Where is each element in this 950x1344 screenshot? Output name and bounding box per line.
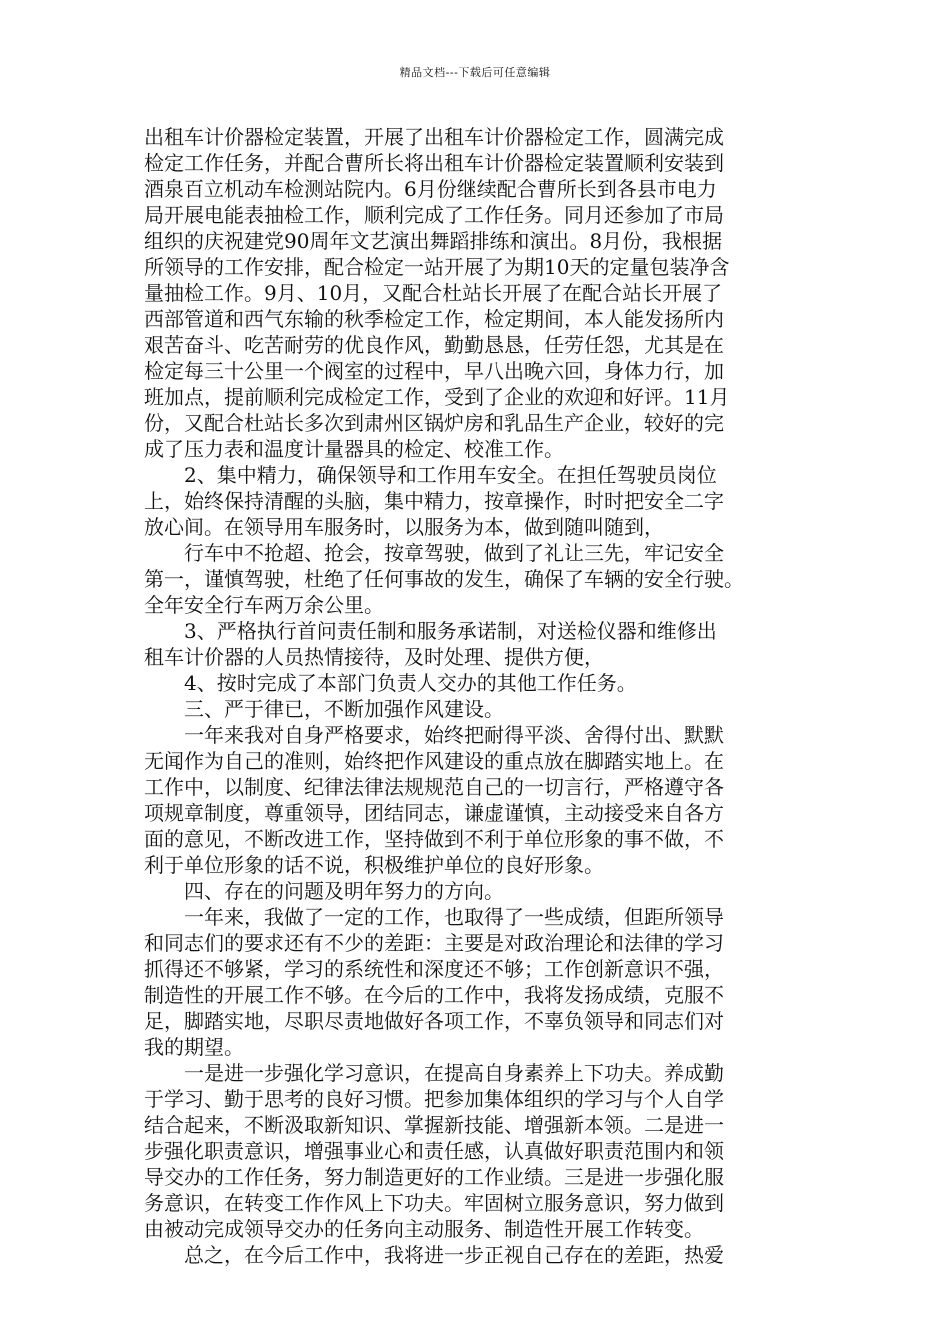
text-line: 四、存在的问题及明年努力的方向。	[144, 879, 504, 903]
text-line: 一年来我对自身严格要求，始终把耐得平淡、舍得付出、默默	[144, 723, 724, 747]
text-line: 3、严格执行首问责任制和服务承诺制，对送检仪器和维修出	[144, 619, 717, 643]
text-line: 西部管道和西气东输的秋季检定工作，检定期间，本人能发扬所内	[144, 307, 724, 331]
text-line: 无闻作为自己的准则，始终把作风建设的重点放在脚踏实地上。在	[144, 749, 724, 773]
paragraph	[144, 878, 808, 904]
text-line: 一是进一步强化学习意识，在提高自身素养上下功夫。养成勤	[144, 1061, 724, 1085]
text-line: 艰苦奋斗、吃苦耐劳的优良作风，勤勤恳恳，任劳任怨，尤其是在	[144, 333, 724, 357]
text-line: 4、按时完成了本部门负责人交办的其他工作任务。	[144, 671, 637, 695]
text-line: 行车中不抢超、抢会，按章驾驶，做到了礼让三先，牢记安全	[144, 541, 724, 565]
text-line: 班加点，提前顺利完成检定工作，受到了企业的欢迎和好评。11月	[144, 385, 730, 409]
text-line: 导交办的工作任务，努力制造更好的工作业绩。三是进一步强化服	[144, 1165, 724, 1189]
text-line: 全年安全行车两万余公里。	[144, 593, 384, 617]
text-line: 所领导的工作安排，配合检定一站开展了为期10天的定量包装净含	[144, 255, 730, 279]
text-line: 检定每三十公里一个阀室的过程中，早八出晚六回，身体力行，加	[144, 359, 724, 383]
text-line: 局开展电能表抽检工作，顺利完成了工作任务。同月还参加了市局	[144, 203, 724, 227]
text-line: 租车计价器的人员热情接待，及时处理、提供方便，	[144, 645, 604, 669]
text-line: 由被动完成领导交办的任务向主动服务、制造性开展工作转变。	[144, 1217, 704, 1241]
paragraph	[144, 618, 808, 670]
paragraph	[144, 540, 808, 618]
paragraph	[144, 696, 808, 722]
text-line: 酒泉百立机动车检测站院内。6月份继续配合曹所长到各县市电力	[144, 177, 717, 201]
text-line: 检定工作任务，并配合曹所长将出租车计价器检定装置顺利安装到	[144, 151, 724, 175]
paragraph	[144, 124, 808, 462]
paragraph	[144, 1060, 808, 1242]
text-line: 面的意见，不断改进工作，坚持做到不利于单位形象的事不做，不	[144, 827, 724, 851]
text-line: 上，始终保持清醒的头脑，集中精力，按章操作，时时把安全二字	[144, 489, 724, 513]
text-line: 量抽检工作。9月、10月，又配合杜站长开展了在配合站长开展了	[144, 281, 723, 305]
paragraph	[144, 1242, 808, 1268]
paragraph	[144, 462, 808, 540]
text-line: 结合起来，不断汲取新知识、掌握新技能、增强新本领。二是进一	[144, 1113, 724, 1137]
text-line: 步强化职责意识，增强事业心和责任感，认真做好职责范围内和领	[144, 1139, 724, 1163]
paragraph	[144, 904, 808, 1060]
text-line: 2、集中精力，确保领导和工作用车安全。在担任驾驶员岗位	[144, 463, 717, 487]
page-header: 精品文档---下载后可任意编辑	[399, 66, 551, 79]
text-line: 一年来，我做了一定的工作，也取得了一些成绩，但距所领导	[144, 905, 724, 929]
text-line: 总之，在今后工作中，我将进一步正视自己存在的差距，热爱	[144, 1243, 724, 1267]
text-line: 制造性的开展工作不够。在今后的工作中，我将发扬成绩，克服不	[144, 983, 724, 1007]
text-line: 组织的庆祝建党90周年文艺演出舞蹈排练和演出。8月份，我根据	[144, 229, 723, 253]
text-line: 和同志们的要求还有不少的差距：主要是对政治理论和法律的学习	[144, 931, 724, 955]
text-line: 出租车计价器检定装置，开展了出租车计价器检定工作，圆满完成	[144, 125, 724, 149]
text-line: 三、严于律已，不断加强作风建设。	[144, 697, 504, 721]
text-line: 份，又配合杜站长多次到肃州区锅炉房和乳品生产企业，较好的完	[144, 411, 724, 435]
text-line: 务意识，在转变工作作风上下功夫。牢固树立服务意识，努力做到	[144, 1191, 724, 1215]
text-line: 我的期望。	[144, 1035, 244, 1059]
text-line: 第一，谨慎驾驶，杜绝了任何事故的发生，确保了车辆的安全行驶。	[144, 567, 744, 591]
paragraph	[144, 722, 808, 878]
text-line: 放心间。在领导用车服务时，以服务为本，做到随叫随到，	[144, 515, 664, 539]
text-line: 足，脚踏实地，尽职尽责地做好各项工作，不辜负领导和同志们对	[144, 1009, 724, 1033]
text-line: 成了压力表和温度计量器具的检定、校准工作。	[144, 437, 564, 461]
paragraph	[144, 670, 808, 696]
text-line: 工作中，以制度、纪律法律法规规范自己的一切言行，严格遵守各	[144, 775, 724, 799]
document-body	[144, 124, 808, 1268]
text-line: 抓得还不够紧，学习的系统性和深度还不够；工作创新意识不强，	[144, 957, 724, 981]
text-line: 项规章制度，尊重领导，团结同志，谦虚谨慎，主动接受来自各方	[144, 801, 724, 825]
text-line: 利于单位形象的话不说，积极维护单位的良好形象。	[144, 853, 604, 877]
text-line: 于学习、勤于思考的良好习惯。把参加集体组织的学习与个人自学	[144, 1087, 724, 1111]
